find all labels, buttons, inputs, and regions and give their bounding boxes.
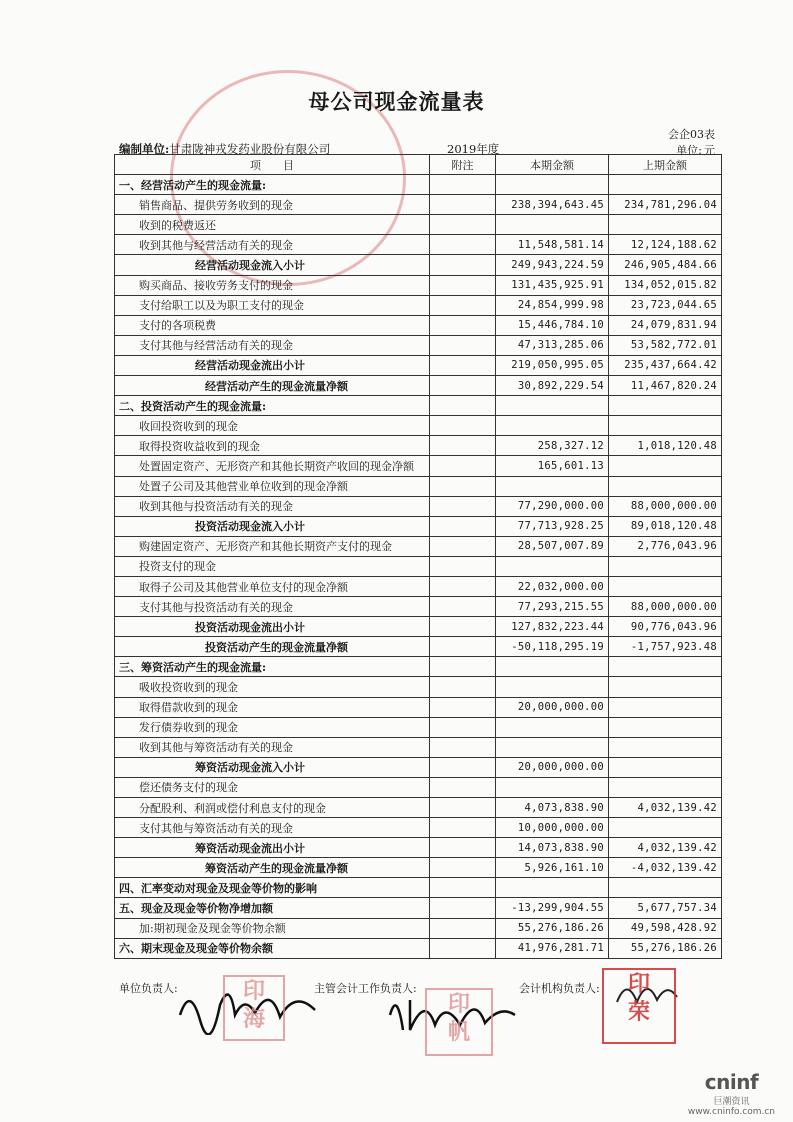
org-label: 编制单位:	[119, 142, 170, 156]
row-label: 收回投资收到的现金	[115, 416, 430, 436]
table-row	[115, 677, 722, 697]
row-label: 销售商品、提供劳务收到的现金	[115, 195, 430, 215]
header-note: 附注	[430, 155, 496, 175]
row-current-amount: 24,854,999.98	[496, 295, 609, 315]
row-current-amount	[496, 677, 609, 697]
stamp-accounting-org-head	[602, 968, 676, 1044]
row-label: 四、汇率变动对现金及现金等价物的影响	[115, 878, 430, 898]
row-note	[430, 818, 496, 838]
row-note	[430, 496, 496, 516]
row-current-amount: 20,000,000.00	[496, 697, 609, 717]
table-row	[115, 516, 722, 536]
row-label: 六、期末现金及现金等价物余额	[115, 938, 430, 958]
row-label: 筹资活动现金流出小计	[115, 838, 430, 858]
table-row	[115, 798, 722, 818]
row-label: 发行债券收到的现金	[115, 717, 430, 737]
row-current-amount: 10,000,000.00	[496, 818, 609, 838]
row-prior-amount: 4,032,139.42	[609, 838, 722, 858]
table-row	[115, 818, 722, 838]
row-prior-amount: 1,018,120.48	[609, 436, 722, 456]
row-current-amount	[496, 878, 609, 898]
row-note	[430, 657, 496, 677]
stamp-unit-head	[223, 975, 285, 1041]
row-prior-amount	[609, 878, 722, 898]
row-label: 筹资活动现金流入小计	[115, 757, 430, 777]
row-prior-amount	[609, 396, 722, 416]
table-row	[115, 215, 722, 235]
row-note	[430, 195, 496, 215]
row-label: 筹资活动产生的现金流量净额	[115, 858, 430, 878]
row-prior-amount	[609, 757, 722, 777]
row-current-amount: 28,507,007.89	[496, 536, 609, 556]
row-current-amount	[496, 657, 609, 677]
header-item: 项 目	[115, 155, 430, 175]
row-note	[430, 677, 496, 697]
row-current-amount	[496, 215, 609, 235]
row-current-amount	[496, 175, 609, 195]
row-label: 支付其他与投资活动有关的现金	[115, 597, 430, 617]
row-label: 吸收投资收到的现金	[115, 677, 430, 697]
table-row	[115, 496, 722, 516]
row-label: 加:期初现金及现金等价物余额	[115, 918, 430, 938]
row-label: 五、现金及现金等价物净增加额	[115, 898, 430, 918]
row-note	[430, 918, 496, 938]
row-current-amount	[496, 556, 609, 576]
row-note	[430, 838, 496, 858]
row-current-amount: 22,032,000.00	[496, 576, 609, 596]
row-note	[430, 697, 496, 717]
row-note	[430, 617, 496, 637]
row-note	[430, 637, 496, 657]
row-note	[430, 717, 496, 737]
row-prior-amount	[609, 456, 722, 476]
stamp-2-bottom: 帆	[447, 1019, 470, 1045]
table-row	[115, 456, 722, 476]
row-note	[430, 556, 496, 576]
row-note	[430, 315, 496, 335]
row-current-amount: -13,299,904.55	[496, 898, 609, 918]
table-body	[115, 175, 722, 959]
row-current-amount: 55,276,186.26	[496, 918, 609, 938]
page-title: 母公司现金流量表	[308, 89, 485, 114]
org-name: 甘肃陇神戎发药业股份有限公司	[169, 142, 331, 156]
row-label: 取得借款收到的现金	[115, 697, 430, 717]
row-note	[430, 576, 496, 596]
row-label: 投资活动产生的现金流量净额	[115, 637, 430, 657]
unit-head-label: 单位负责人:	[119, 982, 178, 995]
row-prior-amount: -4,032,139.42	[609, 858, 722, 878]
cninfo-logo: cninf	[704, 1070, 759, 1094]
accounting-org-head-label: 会计机构负责人:	[519, 982, 600, 995]
row-current-amount: 15,446,784.10	[496, 315, 609, 335]
row-current-amount: 219,050,995.05	[496, 355, 609, 375]
row-prior-amount: 234,781,296.04	[609, 195, 722, 215]
table-row	[115, 737, 722, 757]
row-label: 经营活动现金流入小计	[115, 255, 430, 275]
row-prior-amount: 24,079,831.94	[609, 315, 722, 335]
table-row	[115, 275, 722, 295]
stamp-1-bottom: 海	[242, 1006, 265, 1032]
table-row	[115, 235, 722, 255]
row-note	[430, 416, 496, 436]
row-note	[430, 215, 496, 235]
row-label: 经营活动产生的现金流量净额	[115, 376, 430, 396]
row-current-amount: 5,926,161.10	[496, 858, 609, 878]
stamp-3-bottom: 荣	[627, 999, 650, 1025]
row-prior-amount: 88,000,000.00	[609, 496, 722, 516]
row-prior-amount	[609, 476, 722, 496]
stamp-3-top: 印	[627, 971, 650, 997]
row-note	[430, 396, 496, 416]
row-label: 经营活动现金流出小计	[115, 355, 430, 375]
row-label: 支付给职工以及为职工支付的现金	[115, 295, 430, 315]
row-note	[430, 757, 496, 777]
row-label: 处置固定资产、无形资产和其他长期资产收回的现金净额	[115, 456, 430, 476]
row-prior-amount	[609, 175, 722, 195]
table-row	[115, 637, 722, 657]
row-label: 购建固定资产、无形资产和其他长期资产支付的现金	[115, 536, 430, 556]
table-row	[115, 918, 722, 938]
row-prior-amount: 2,776,043.96	[609, 536, 722, 556]
row-current-amount: -50,118,295.19	[496, 637, 609, 657]
row-label: 分配股利、利润或偿付利息支付的现金	[115, 798, 430, 818]
unit-value: 元	[704, 144, 715, 157]
row-note	[430, 938, 496, 958]
table-header-row	[115, 155, 722, 175]
cninfo-cn-name: 巨潮资讯	[713, 1097, 750, 1107]
table-row	[115, 295, 722, 315]
row-note	[430, 597, 496, 617]
row-label: 取得子公司及其他营业单位支付的现金净额	[115, 576, 430, 596]
row-prior-amount: 235,437,664.42	[609, 355, 722, 375]
table-row	[115, 175, 722, 195]
header-prior: 上期金额	[609, 155, 722, 175]
row-current-amount: 249,943,224.59	[496, 255, 609, 275]
table-row	[115, 838, 722, 858]
row-prior-amount	[609, 818, 722, 838]
table-row	[115, 657, 722, 677]
row-current-amount: 77,293,215.55	[496, 597, 609, 617]
cash-flow-table	[114, 154, 722, 959]
row-prior-amount	[609, 556, 722, 576]
row-note	[430, 275, 496, 295]
row-prior-amount	[609, 737, 722, 757]
row-current-amount: 127,832,223.44	[496, 617, 609, 637]
table-row	[115, 556, 722, 576]
table-row	[115, 717, 722, 737]
table-row	[115, 777, 722, 797]
table-row	[115, 195, 722, 215]
row-prior-amount: 4,032,139.42	[609, 798, 722, 818]
row-current-amount: 131,435,925.91	[496, 275, 609, 295]
table-row	[115, 536, 722, 556]
header-current: 本期金额	[496, 155, 609, 175]
table-row	[115, 858, 722, 878]
row-prior-amount	[609, 697, 722, 717]
row-note	[430, 476, 496, 496]
row-current-amount: 30,892,229.54	[496, 376, 609, 396]
cninfo-watermark	[688, 1070, 775, 1117]
row-label: 投资活动现金流入小计	[115, 516, 430, 536]
row-note	[430, 798, 496, 818]
row-label: 偿还债务支付的现金	[115, 777, 430, 797]
table-row	[115, 697, 722, 717]
unit-label-text: 单位:	[676, 144, 702, 157]
row-current-amount: 4,073,838.90	[496, 798, 609, 818]
row-prior-amount	[609, 416, 722, 436]
row-note	[430, 235, 496, 255]
row-note	[430, 175, 496, 195]
row-current-amount	[496, 717, 609, 737]
row-prior-amount: 5,677,757.34	[609, 898, 722, 918]
row-label: 投资支付的现金	[115, 556, 430, 576]
row-prior-amount: 12,124,188.62	[609, 235, 722, 255]
row-note	[430, 335, 496, 355]
row-label: 三、筹资活动产生的现金流量:	[115, 657, 430, 677]
table-row	[115, 396, 722, 416]
form-code: 会企03表	[668, 128, 715, 141]
table-row	[115, 898, 722, 918]
row-label: 收到其他与筹资活动有关的现金	[115, 737, 430, 757]
row-current-amount	[496, 396, 609, 416]
row-prior-amount	[609, 215, 722, 235]
row-label: 收到其他与经营活动有关的现金	[115, 235, 430, 255]
row-prior-amount	[609, 657, 722, 677]
row-note	[430, 878, 496, 898]
row-note	[430, 456, 496, 476]
row-prior-amount: 53,582,772.01	[609, 335, 722, 355]
row-note	[430, 858, 496, 878]
row-note	[430, 295, 496, 315]
row-prior-amount: 90,776,043.96	[609, 617, 722, 637]
row-label: 二、投资活动产生的现金流量:	[115, 396, 430, 416]
row-current-amount: 77,290,000.00	[496, 496, 609, 516]
row-prior-amount: 23,723,044.65	[609, 295, 722, 315]
row-prior-amount	[609, 777, 722, 797]
row-current-amount: 165,601.13	[496, 456, 609, 476]
row-prior-amount: 89,018,120.48	[609, 516, 722, 536]
stamp-2-top: 印	[447, 991, 470, 1017]
cninfo-url: www.cninfo.com.cn	[687, 1107, 775, 1117]
row-label: 处置子公司及其他营业单位收到的现金净额	[115, 476, 430, 496]
table-row	[115, 938, 722, 958]
row-label: 支付其他与筹资活动有关的现金	[115, 818, 430, 838]
row-current-amount: 20,000,000.00	[496, 757, 609, 777]
row-current-amount: 238,394,643.45	[496, 195, 609, 215]
table-row	[115, 436, 722, 456]
row-note	[430, 436, 496, 456]
row-current-amount: 77,713,928.25	[496, 516, 609, 536]
row-prior-amount: 134,052,015.82	[609, 275, 722, 295]
table-row	[115, 757, 722, 777]
table-row	[115, 355, 722, 375]
row-prior-amount	[609, 677, 722, 697]
row-prior-amount	[609, 576, 722, 596]
row-current-amount: 47,313,285.06	[496, 335, 609, 355]
row-label: 支付的各项税费	[115, 315, 430, 335]
row-note	[430, 777, 496, 797]
table-row	[115, 315, 722, 335]
row-label: 收到的税费返还	[115, 215, 430, 235]
row-prior-amount: 11,467,820.24	[609, 376, 722, 396]
row-current-amount	[496, 777, 609, 797]
row-label: 一、经营活动产生的现金流量:	[115, 175, 430, 195]
row-current-amount	[496, 476, 609, 496]
row-label: 购买商品、接收劳务支付的现金	[115, 275, 430, 295]
table-row	[115, 476, 722, 496]
row-label: 投资活动现金流出小计	[115, 617, 430, 637]
table-row	[115, 335, 722, 355]
row-prior-amount: 88,000,000.00	[609, 597, 722, 617]
row-current-amount	[496, 737, 609, 757]
stamp-accounting-head	[425, 988, 493, 1056]
row-current-amount: 11,548,581.14	[496, 235, 609, 255]
stamp-1-top: 印	[242, 978, 265, 1004]
row-label: 支付其他与经营活动有关的现金	[115, 335, 430, 355]
table-row	[115, 878, 722, 898]
row-note	[430, 255, 496, 275]
table-row	[115, 416, 722, 436]
row-current-amount: 14,073,838.90	[496, 838, 609, 858]
row-note	[430, 516, 496, 536]
row-prior-amount	[609, 717, 722, 737]
row-label: 取得投资收益收到的现金	[115, 436, 430, 456]
table-row	[115, 255, 722, 275]
row-note	[430, 355, 496, 375]
table-row	[115, 617, 722, 637]
row-current-amount	[496, 416, 609, 436]
row-prior-amount: 49,598,428.92	[609, 918, 722, 938]
table-row	[115, 576, 722, 596]
row-prior-amount: 246,905,484.66	[609, 255, 722, 275]
report-year: 2019年度	[447, 142, 500, 156]
row-note	[430, 737, 496, 757]
row-note	[430, 376, 496, 396]
table-row	[115, 376, 722, 396]
row-current-amount: 41,976,281.71	[496, 938, 609, 958]
row-label: 收到其他与投资活动有关的现金	[115, 496, 430, 516]
row-note	[430, 898, 496, 918]
accounting-head-label: 主管会计工作负责人:	[314, 982, 417, 995]
row-note	[430, 536, 496, 556]
table-row	[115, 597, 722, 617]
row-current-amount: 258,327.12	[496, 436, 609, 456]
row-prior-amount: 55,276,186.26	[609, 938, 722, 958]
row-prior-amount: -1,757,923.48	[609, 637, 722, 657]
